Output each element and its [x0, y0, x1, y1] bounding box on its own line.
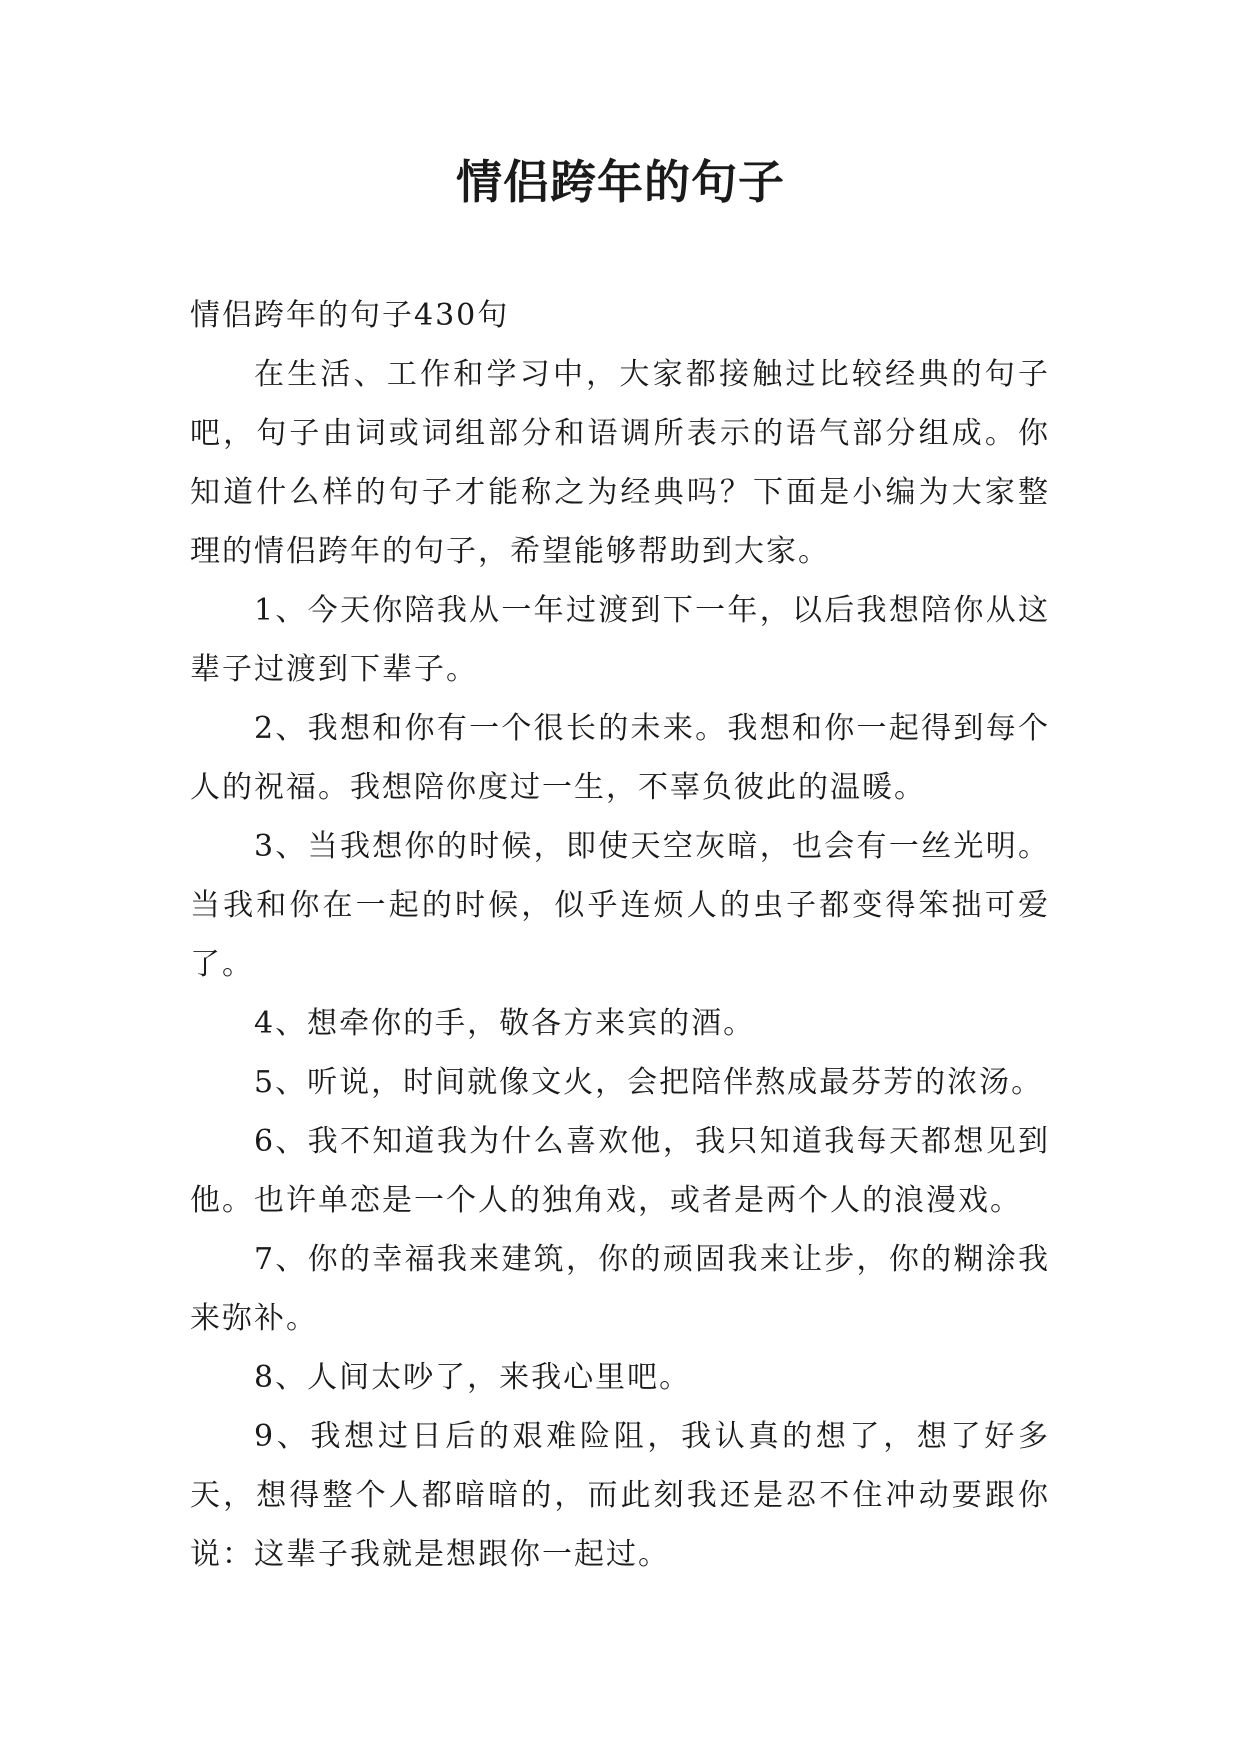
sentence-item-8: 8、人间太吵了，来我心里吧。	[254, 1360, 692, 1395]
sentence-item-4: 4、想牵你的手，敬各方来宾的酒。	[254, 1006, 756, 1041]
sentence-item-6: 6、我不知道我为什么喜欢他，我只知道我每天都想见到他。也许单恋是一个人的独角戏，或者是两个人的浪漫戏。	[190, 1124, 1050, 1218]
document-body	[190, 286, 1050, 1584]
sentence-item-9: 9、我想过日后的艰难险阻，我认真的想了，想了好多天，想得整个人都暗暗的，而此刻我还是忍不住冲动要跟你说：这辈子我就是想跟你一起过。	[190, 1419, 1050, 1572]
sentence-item-5: 5、听说，时间就像文火，会把陪伴熬成最芬芳的浓汤。	[254, 1065, 1044, 1100]
document-title: 情侣跨年的句子	[456, 155, 785, 209]
sentence-item-2: 2、我想和你有一个很长的未来。我想和你一起得到每个人的祝福。我想陪你度过一生，不辜负彼此的温暖。	[190, 711, 1050, 805]
intro-paragraph: 在生活、工作和学习中，大家都接触过比较经典的句子吧，句子由词或词组部分和语调所表示的语气部分组成。你知道什么样的句子才能称之为经典吗？下面是小编为大家整理的情侣跨年的句子，希望能够帮助到大家。	[190, 357, 1050, 569]
document-subtitle: 情侣跨年的句子430句	[190, 298, 510, 333]
sentence-item-3: 3、当我想你的时候，即使天空灰暗，也会有一丝光明。当我和你在一起的时候，似乎连烦人的虫子都变得笨拙可爱了。	[190, 829, 1050, 982]
sentence-item-1: 1、今天你陪我从一年过渡到下一年，以后我想陪你从这辈子过渡到下辈子。	[190, 593, 1050, 687]
sentence-item-7: 7、你的幸福我来建筑，你的顽固我来让步，你的糊涂我来弥补。	[190, 1242, 1050, 1336]
